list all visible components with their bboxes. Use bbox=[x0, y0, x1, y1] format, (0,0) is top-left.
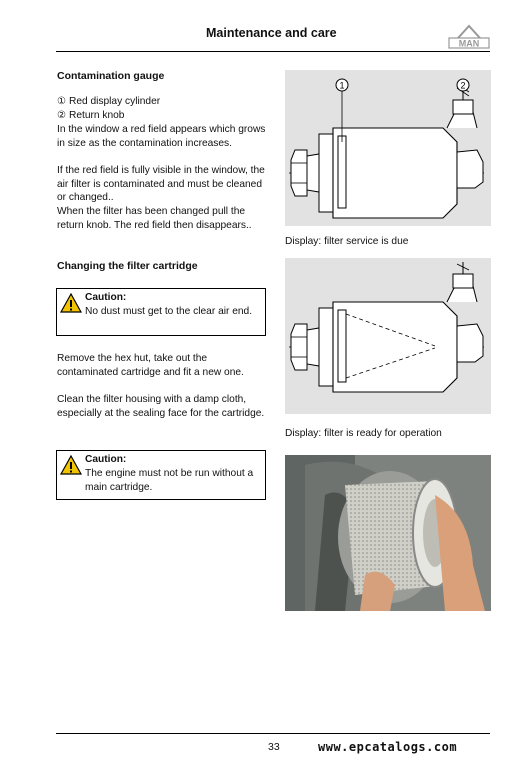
filter-diagram-service-due bbox=[285, 70, 491, 226]
paragraph: When the filter has been changed pull the return knob. The red field then disappears.. bbox=[57, 206, 252, 231]
figure-caption: Display: filter service is due bbox=[285, 236, 409, 247]
caution-title: Caution: bbox=[85, 454, 127, 465]
caution-box bbox=[56, 288, 266, 336]
paragraph: Remove the hex hut, take out the contaminated cartridge and fit a new one. bbox=[57, 353, 244, 378]
caution-box bbox=[56, 450, 266, 500]
man-logo-icon bbox=[446, 24, 492, 50]
watermark: www.epcatalogs.com bbox=[318, 740, 458, 754]
legend-item-1: ① Red display cylinder bbox=[57, 96, 161, 107]
paragraph: If the red field is fully visible in the window, the air filter is contaminated and must be cleaned or changed.. bbox=[57, 165, 265, 204]
figure-filter-service-due bbox=[285, 70, 491, 226]
svg-text:MAN: MAN bbox=[458, 38, 480, 49]
page-number: 33 bbox=[268, 741, 280, 753]
paragraph: Clean the filter housing with a damp cloth, especially at the sealing face for the cartridge. bbox=[57, 394, 265, 419]
caution-text: The engine must not be run without a main cartridge. bbox=[85, 468, 254, 493]
page-title: Maintenance and care bbox=[206, 26, 337, 40]
figure-filter-ready bbox=[285, 258, 491, 414]
callout-2-label: 2 bbox=[460, 80, 466, 91]
caution-text: No dust must get to the clear air end. bbox=[85, 306, 253, 317]
paragraph: In the window a red field appears which grows in size as the contamination increases. bbox=[57, 124, 266, 149]
callout-1-label: 1 bbox=[339, 80, 345, 91]
header-divider bbox=[56, 51, 490, 52]
legend-item-2: ② Return knob bbox=[57, 110, 125, 121]
section-heading-changing: Changing the filter cartridge bbox=[57, 260, 198, 272]
filter-cartridge-photo-icon bbox=[285, 455, 491, 611]
warning-icon bbox=[60, 293, 82, 313]
section-heading-contamination: Contamination gauge bbox=[57, 70, 165, 82]
filter-diagram-ready bbox=[285, 258, 491, 414]
caution-title: Caution: bbox=[85, 292, 127, 303]
footer-divider bbox=[56, 733, 490, 734]
warning-icon bbox=[60, 455, 82, 475]
figure-caption: Display: filter is ready for operation bbox=[285, 428, 442, 439]
